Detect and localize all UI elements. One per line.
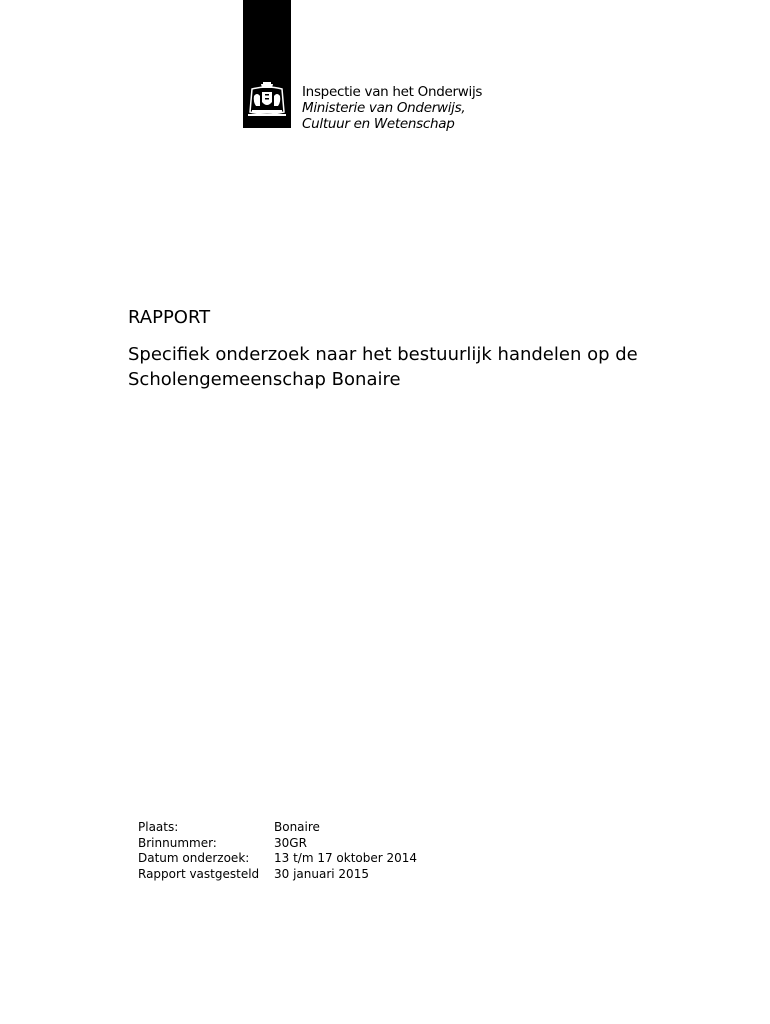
organization-block — [302, 84, 502, 132]
details-row-plaats — [138, 820, 417, 836]
details-value: Bonaire — [274, 820, 320, 834]
details-label: Brinnummer: — [138, 835, 217, 850]
organization-name: Inspectie van het Onderwijs — [302, 84, 483, 100]
report-details-table — [138, 820, 417, 882]
details-row-vastgesteld — [138, 867, 417, 883]
report-label: RAPPORT — [128, 307, 211, 328]
details-value: 30 januari 2015 — [274, 866, 369, 881]
details-label: Datum onderzoek: — [138, 851, 250, 865]
details-value: 30GR — [274, 835, 307, 850]
ministry-name: Ministerie van Onderwijs, Cultuur en Wetenschap — [302, 100, 466, 132]
details-row-datum — [138, 851, 417, 867]
details-row-brinnummer — [138, 836, 417, 852]
royal-crest-icon — [246, 82, 288, 118]
report-title: Specifiek onderzoek naar het bestuurlijk handelen op de Scholengemeenschap Bonaire — [128, 344, 638, 390]
logo-bar — [243, 0, 291, 128]
details-label: Rapport vastgesteld — [138, 866, 260, 881]
details-label: Plaats: — [138, 820, 179, 834]
details-value: 13 t/m 17 oktober 2014 — [274, 851, 418, 865]
